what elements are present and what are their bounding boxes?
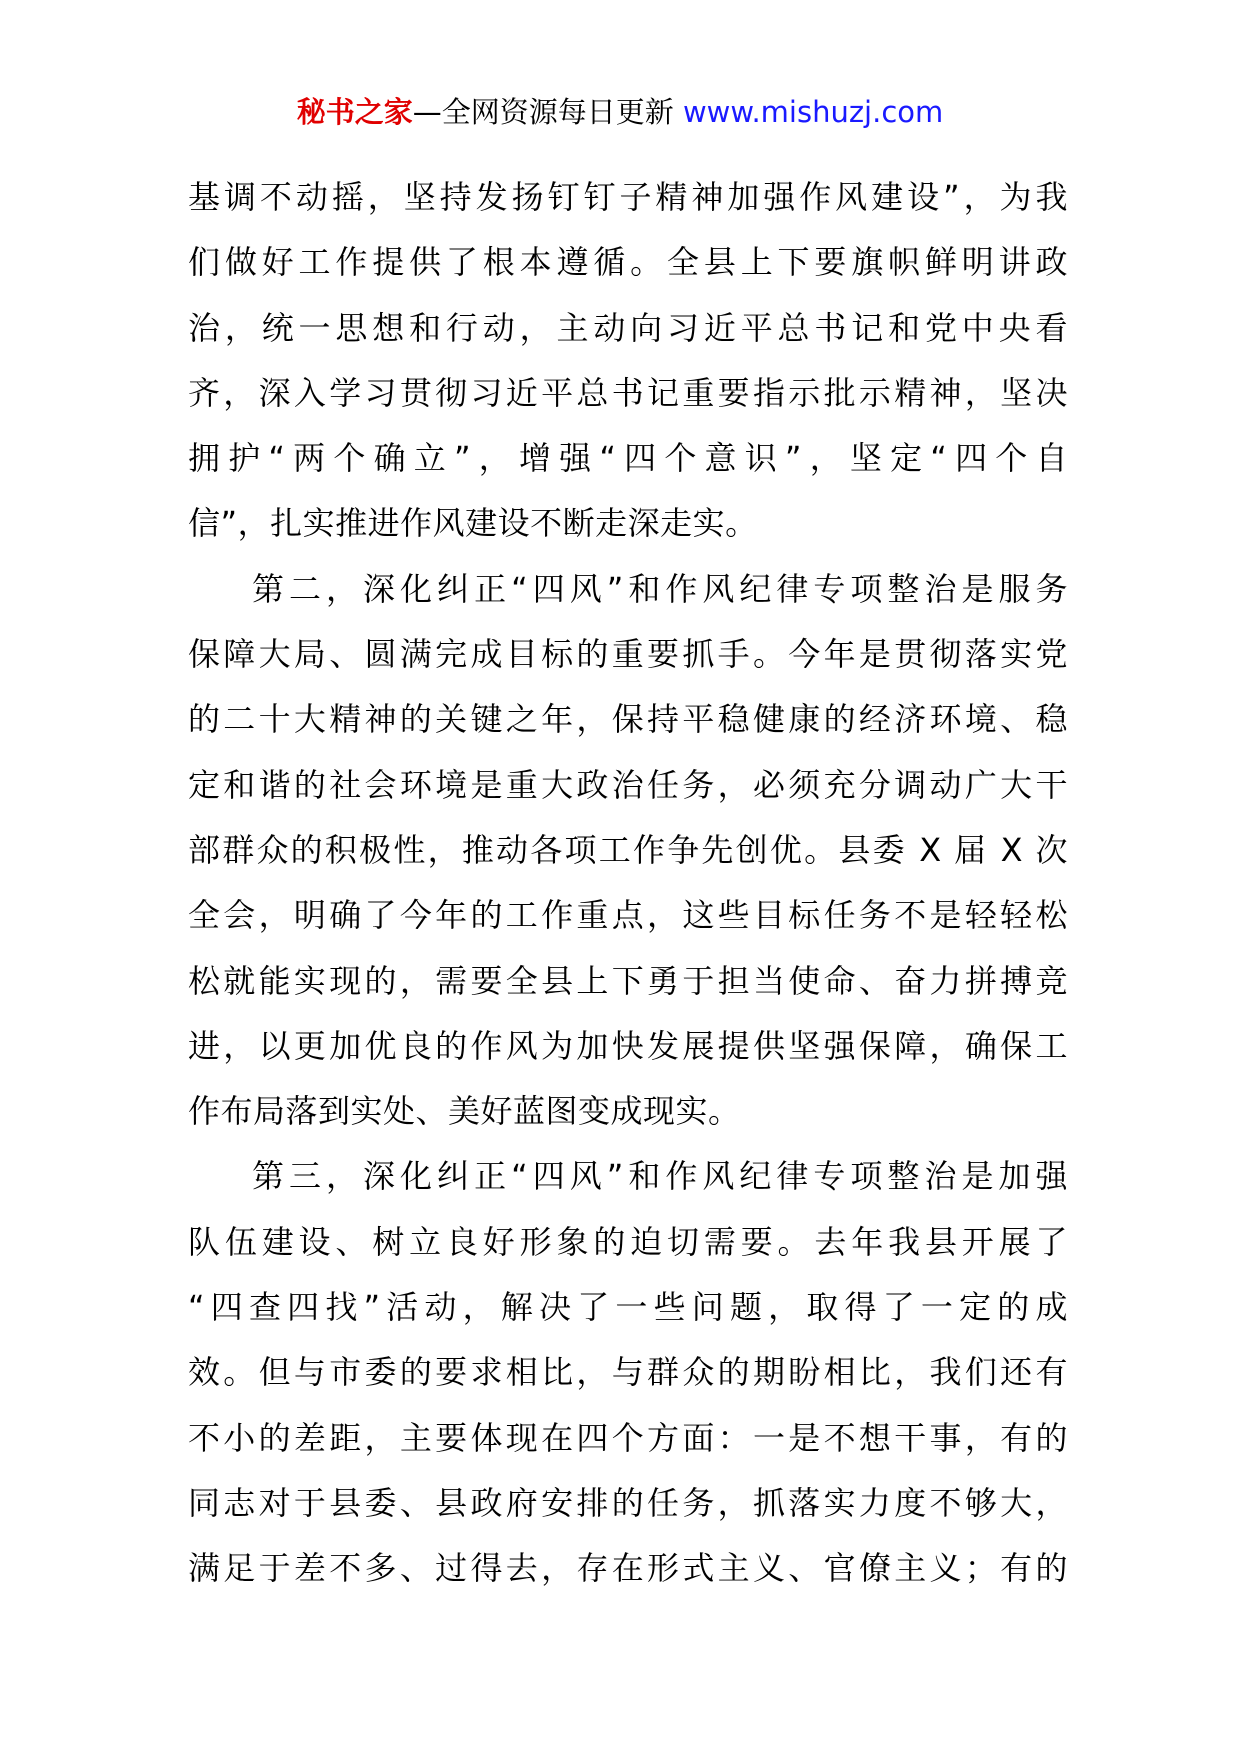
text-line: 满足于差不多、过得去，存在形式主义、官僚主义；有的 — [188, 1549, 1068, 1588]
text-line: 第三，深化纠正“四风”和作风纪律专项整治是加强 — [252, 1157, 1068, 1196]
text-line: 同志对于县委、县政府安排的任务，抓落实力度不够大， — [188, 1483, 1068, 1522]
text-line: “四查四找”活动，解决了一些问题，取得了一定的成 — [188, 1288, 1068, 1327]
text-line: 基调不动摇，坚持发扬钉钉子精神加强作风建设”，为我 — [188, 178, 1068, 216]
text-line: 第二，深化纠正“四风”和作风纪律专项整治是服务 — [252, 569, 1068, 608]
text-line: 进，以更加优良的作风为加快发展提供坚强保障，确保工 — [188, 1026, 1068, 1065]
site-brand: 秘书之家 — [296, 95, 413, 129]
text-line: 信”，扎实推进作风建设不断走深走实。 — [188, 504, 758, 543]
text-line: 全会，明确了今年的工作重点，这些目标任务不是轻轻松 — [188, 896, 1068, 935]
text-line: 们做好工作提供了根本遵循。全县上下要旗帜鲜明讲政 — [188, 243, 1068, 282]
text-line: 齐，深入学习贯彻习近平总书记重要指示批示精神，坚决 — [188, 373, 1068, 412]
text-line: 定和谐的社会环境是重大政治任务，必须充分调动广大干 — [188, 765, 1068, 804]
text-line: 部群众的积极性，推动各项工作争先创优。县委 X 届 X 次 — [188, 830, 1068, 869]
text-line: 作布局落到实处、美好蓝图变成现实。 — [188, 1092, 741, 1131]
site-tagline: —全网资源每日更新 — [412, 95, 683, 129]
text-line: 松就能实现的，需要全县上下勇于担当使命、奋力拼搏竞 — [188, 961, 1068, 1000]
text-line: 不小的差距，主要体现在四个方面：一是不想干事，有的 — [188, 1418, 1068, 1457]
text-line: 保障大局、圆满完成目标的重要抓手。今年是贯彻落实党 — [188, 635, 1068, 674]
site-header — [0, 92, 1240, 132]
site-url-link[interactable]: www.mishuzj.com — [682, 95, 944, 129]
text-line: 拥护“两个确立”，增强“四个意识”，坚定“四个自 — [188, 439, 1068, 478]
text-line: 的二十大精神的关键之年，保持平稳健康的经济环境、稳 — [188, 700, 1068, 739]
text-line: 效。但与市委的要求相比，与群众的期盼相比，我们还有 — [188, 1353, 1068, 1392]
text-line: 队伍建设、树立良好形象的迫切需要。去年我县开展了 — [188, 1222, 1068, 1261]
text-line: 治，统一思想和行动，主动向习近平总书记和党中央看 — [188, 308, 1068, 347]
document-body — [188, 165, 1068, 1602]
